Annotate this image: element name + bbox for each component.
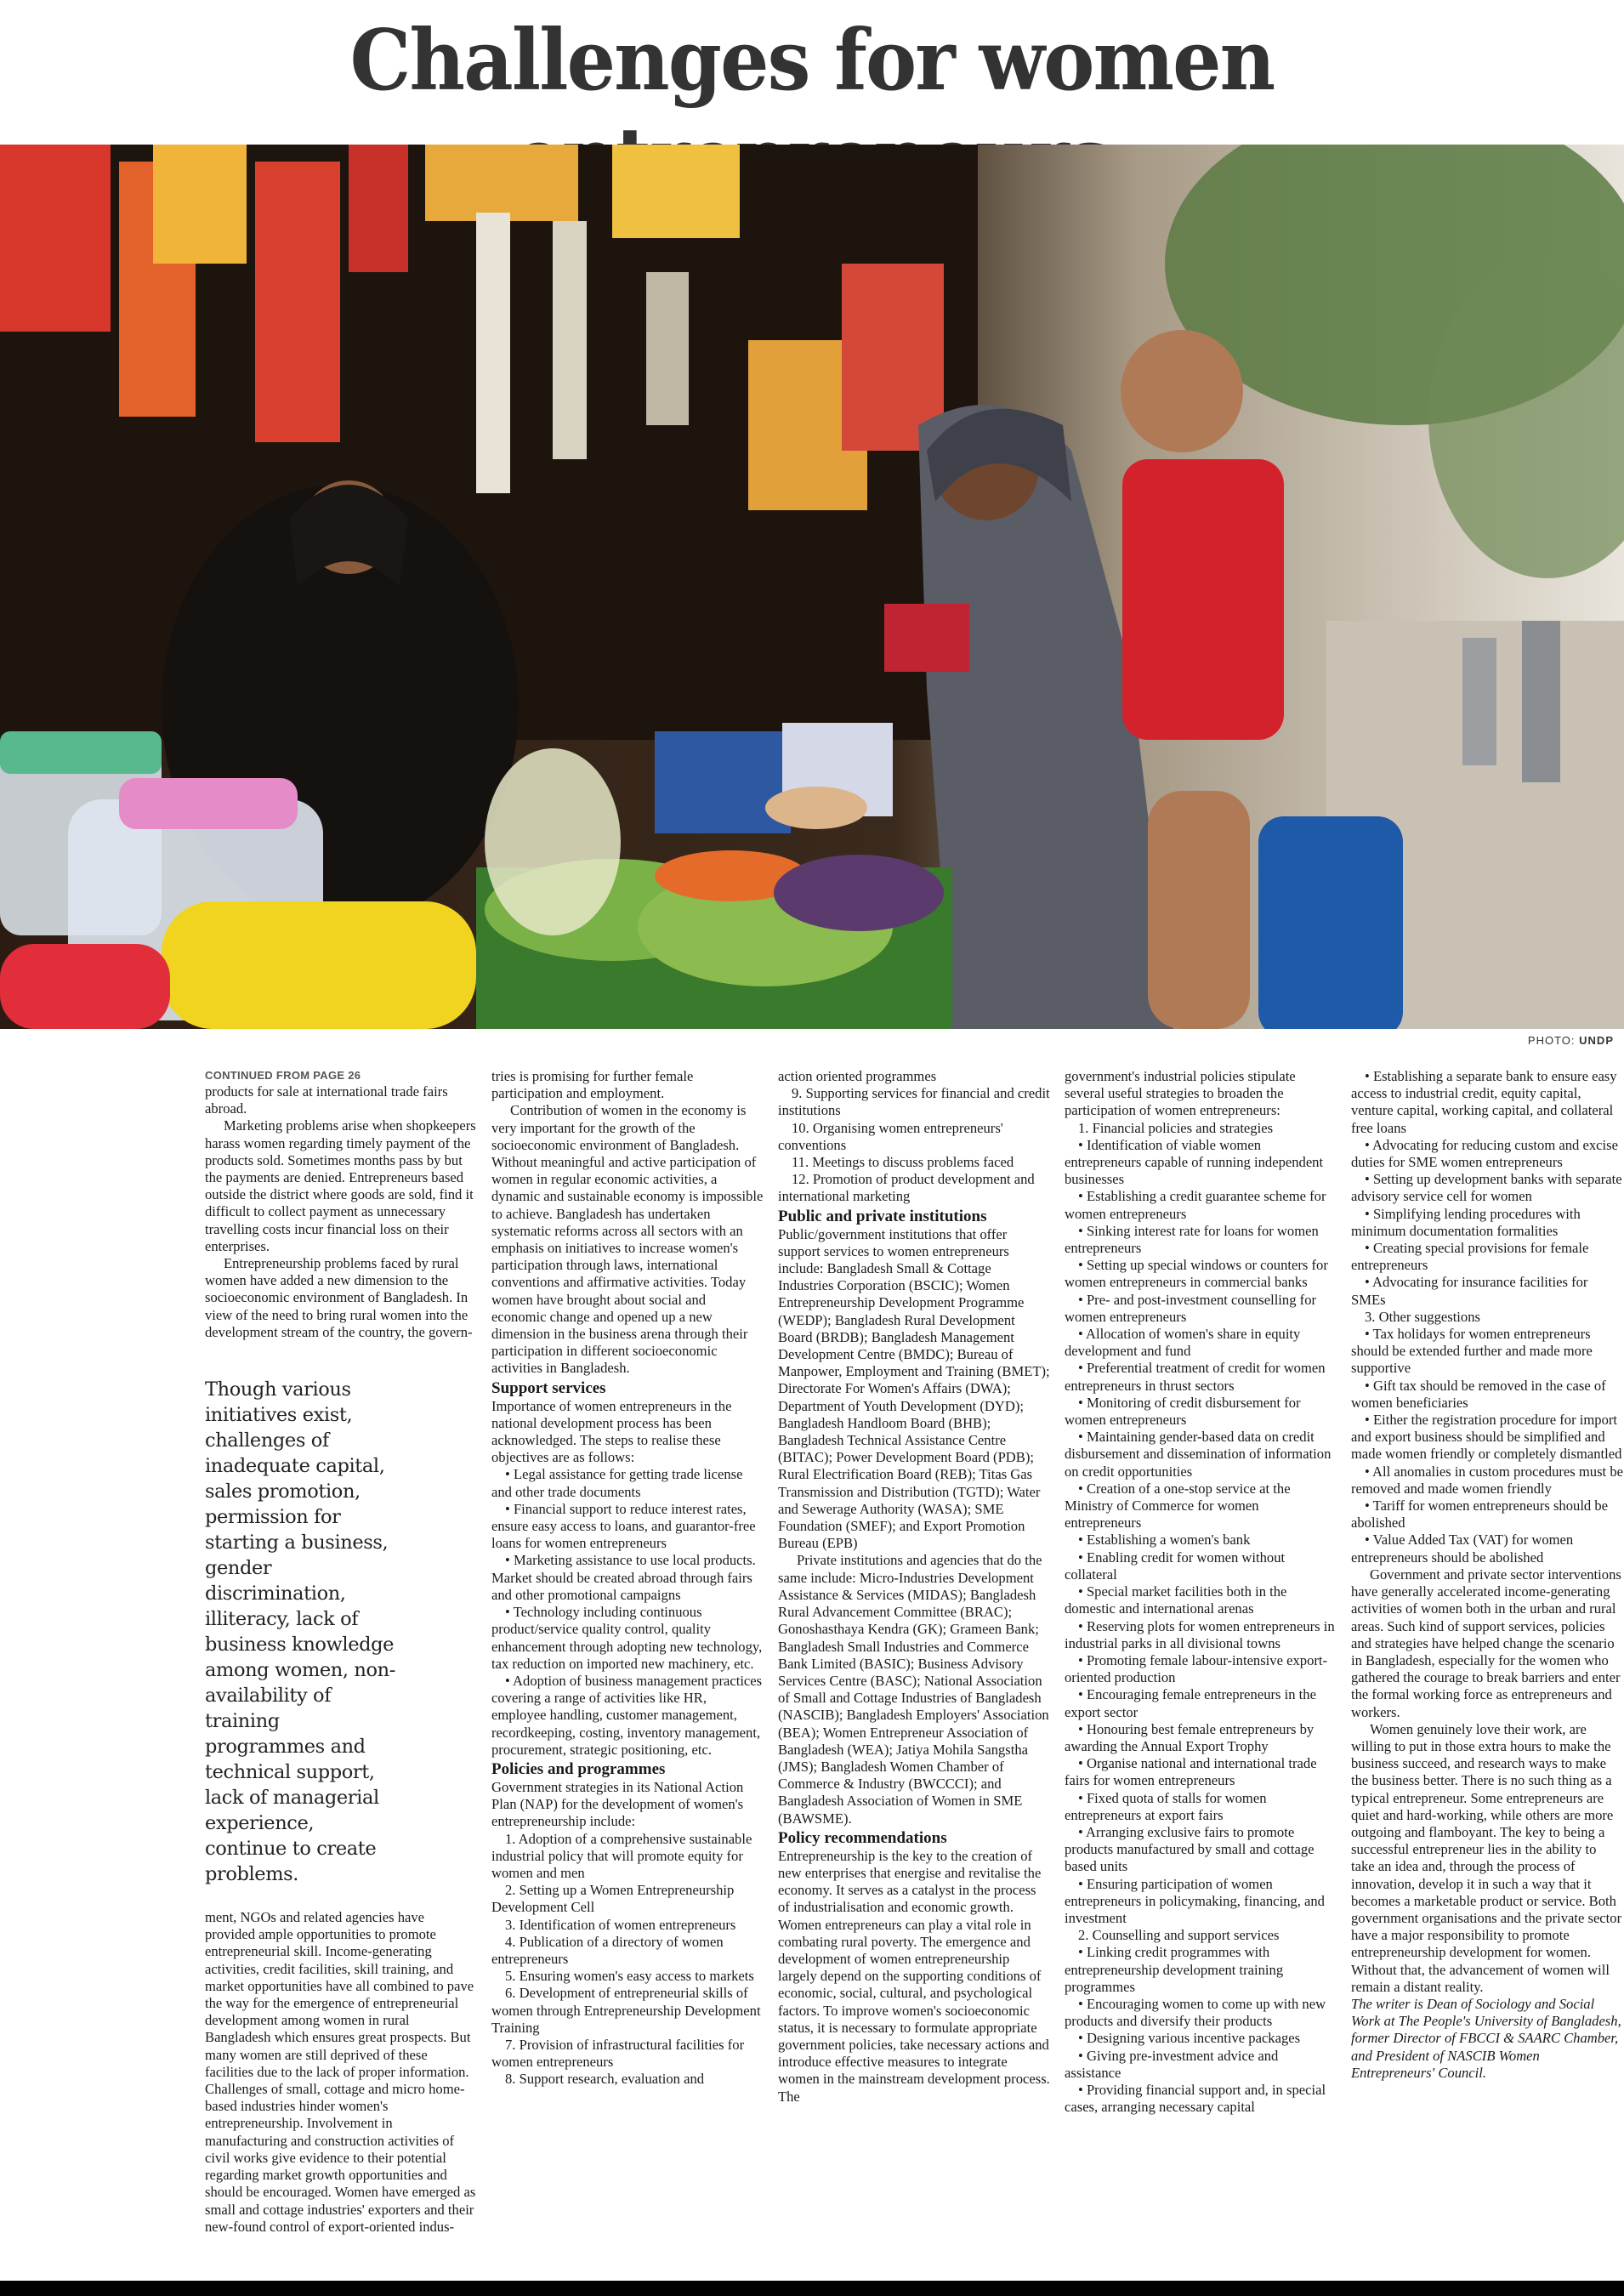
list-item: • Providing financial support and, in special cases, arranging necessary capital xyxy=(1065,2081,1326,2116)
list-item: 3. Identification of women entrepreneurs xyxy=(505,1916,736,1933)
paragraph: Private institutions and agencies that do the same include: Micro-Industries Development Assistance & Services (MIDAS); Bangladesh Rural Advancement Committee (BRAC); Gonoshasthaya Kendra (GK); Grameen Bank; Bangladesh Small Industries and Commerce Bank Limited (BASIC); Business Advisory Services Centre (BASC); National Association of Small and Cottage Industries of Bangladesh (NASCIB); Bangladesh Employers' Association (BEA); Women Entrepreneur Association of Bangladesh (WEA); Jatiya Mohila Sangstha (JMS); Bangladesh Women Chamber of Commerce & Industry (BWCCCI); and Bangladesh Association of Women in SME (BAWSME). xyxy=(778,1552,1049,1827)
list-item: • Advocating for reducing custom and excise duties for SME women entrepreneurs xyxy=(1351,1136,1618,1171)
list-item: • Establishing a separate bank to ensure easy access to industrial credit, equity capital, venture capital, working capital, and collateral free loans xyxy=(1351,1068,1617,1136)
list-item: • Setting up special windows or counters for women entrepreneurs in commercial banks xyxy=(1065,1257,1328,1291)
article-column-5 xyxy=(1351,1068,1623,2276)
list-item: 8. Support research, evaluation and xyxy=(505,2071,705,2088)
list-item: • Maintaining gender-based data on credit disbursement and dissemination of information on credit opportunities xyxy=(1065,1429,1332,1480)
list-item: • Encouraging women to come up with new products and diversify their products xyxy=(1065,1995,1326,2030)
list-item: • Advocating for insurance facilities for SMEs xyxy=(1351,1274,1588,1308)
list-item: • Designing various incentive packages xyxy=(1078,2030,1301,2047)
list-item: • Legal assistance for getting trade license and other trade documents xyxy=(491,1466,743,1500)
article-column-4 xyxy=(1065,1068,1337,2276)
list-item: 1. Adoption of a comprehensive sustainable industrial policy that will promote equity for women and men xyxy=(491,1830,752,1881)
photo-illustration xyxy=(0,145,1624,1029)
list-heading: 2. Counselling and support services xyxy=(1078,1927,1280,1944)
paragraph: products for sale at international trade fairs abroad. xyxy=(205,1083,448,1117)
list-item: • Pre- and post-investment counselling for women entrepreneurs xyxy=(1065,1291,1317,1325)
paragraph: Government strategies in its National Action Plan (NAP) for the development of women's entrepreneurship include: xyxy=(491,1778,744,1830)
list-item: • Organise national and international trade fairs for women entrepreneurs xyxy=(1065,1755,1317,1789)
paragraph: Government and private sector interventions have generally accelerated income-generating activities of women both in the urban and rural areas. Such kind of support services, policies and strategies have helped change the scenario in Bangladesh, especially for the women who gathered the courage to break barriers and enter the formal working force as entrepreneurs and workers. xyxy=(1351,1566,1621,1720)
article-column-3 xyxy=(778,1068,1050,2276)
section-heading-recommendations: Policy recommendations xyxy=(778,1828,947,1847)
list-item: 2. Setting up a Women Entrepreneurship Development Cell xyxy=(491,1882,735,1916)
list-item: 5. Ensuring women's easy access to markets xyxy=(505,1968,754,1985)
list-item: 7. Provision of infrastructural facilities for women entrepreneurs xyxy=(491,2036,745,2071)
list-item: • Enabling credit for women without collateral xyxy=(1065,1549,1286,1583)
list-item: • Adoption of business management practices covering a range of activities like HR, employee handling, customer management, recordkeeping, costing, inventory management, procurement, strategic positioning, etc. xyxy=(491,1672,763,1758)
list-item: • Linking credit programmes with entrepreneurship development training programmes xyxy=(1065,1944,1284,1995)
list-item: • Special market facilities both in the domestic and international arenas xyxy=(1065,1583,1287,1617)
list-item: • Identification of viable women entrepreneurs capable of running independent businesses xyxy=(1065,1136,1324,1188)
list-item: • Establishing a women's bank xyxy=(1078,1532,1251,1549)
author-byline: The writer is Dean of Sociology and Social Work at The People's University of Bangladesh, former Director of FBCCI & SAARC Chamber, and President of NASCIB Women Entrepreneurs' Council. xyxy=(1351,1995,1621,2081)
list-item: • Establishing a credit guarantee scheme for women entrepreneurs xyxy=(1065,1188,1326,1222)
paragraph: ment, NGOs and related agencies have provided ample opportunities to promote entrepreneurial skill. Income-generating activities, credit facilities, skill training, and market opportunities have all combined to pave the way for the emergence of entrepreneurial development among women in rural Bangladesh which ensures great prospects. But many women are still deprived of these facilities due to the lack of proper information. Challenges of small, cottage and micro home-based industries hinder women's entrepreneurship. Involvement in manufacturing and construction activities of civil works give evidence to their potential regarding market growth opportunities and should be encouraged. Women have emerged as small and cottage industries' exporters and their new-found control of export-oriented indus- xyxy=(205,1909,476,2235)
list-item: • Promoting female labour-intensive export-oriented production xyxy=(1065,1651,1328,1686)
paragraph: Public/government institutions that offer support services to women entrepreneurs include: Bangladesh Small & Cottage Industries Corporation (BSCIC); Women Entrepreneurship Development Programme (WEDP); Bangladesh Rural Development Board (BRDB); Bangladesh Management Development Centre (BMDC); Bureau of Manpower, Employment and Training (BMET); Directorate For Women's Affairs (DWA); Department of Youth Development (DYD); Bangladesh Handloom Board (BHB); Bangladesh Technical Assistance Centre (BITAC); Power Development Board (PDB); Rural Electrification Board (REB); Titas Gas Transmission and Distribution (TGTD); Water and Sewerage Authority (WASA); SME Foundation (SMEF); and Export Promotion Bureau (EPB) xyxy=(778,1225,1050,1552)
list-item: • Honouring best female entrepreneurs by awarding the Annual Export Trophy xyxy=(1065,1720,1315,1754)
section-heading-institutions: Public and private institutions xyxy=(778,1207,987,1225)
list-item: • Sinking interest rate for loans for women entrepreneurs xyxy=(1065,1222,1319,1257)
list-item: • Either the registration procedure for import and export business should be simplified and made women friendly or completely dismantled xyxy=(1351,1412,1622,1463)
list-item: • Tariff for women entrepreneurs should be abolished xyxy=(1351,1498,1609,1532)
list-heading: 1. Financial policies and strategies xyxy=(1078,1119,1274,1136)
paragraph: Entrepreneurship is the key to the creation of new enterprises that energise and revitalise the economy. It serves as a catalyst in the process of industrialisation and economic growth. Women entrepreneurs can play a vital role in combating rural poverty. The emergence and development of women entrepreneurship largely depend on the supporting conditions of economic, social, cultural, and psychological factors. To improve women's socioeconomic status, it is necessary to formulate appropriate government policies, take necessary actions and introduce effective measures to integrate women in the mainstream development process. The xyxy=(778,1847,1050,2105)
list-item: • Encouraging female entrepreneurs in the export sector xyxy=(1065,1686,1316,1720)
list-item: • Setting up development banks with separate advisory service cell for women xyxy=(1351,1171,1622,1205)
continued-kicker: CONTINUED FROM PAGE 26 xyxy=(205,1069,361,1082)
list-item: • Value Added Tax (VAT) for women entrepreneurs should be abolished xyxy=(1351,1532,1574,1566)
list-item: 9. Supporting services for financial and credit institutions xyxy=(778,1085,1050,1119)
list-item: • Creating special provisions for female entrepreneurs xyxy=(1351,1240,1589,1274)
list-item: • Arranging exclusive fairs to promote products manufactured by small and cottage based units xyxy=(1065,1823,1315,1875)
list-item: • Creation of a one-stop service at the Ministry of Commerce for women entrepreneurs xyxy=(1065,1480,1291,1532)
list-item: • All anomalies in custom procedures must be removed and made women friendly xyxy=(1351,1463,1623,1497)
section-heading-support-services: Support services xyxy=(491,1378,606,1397)
article-column-1 xyxy=(205,1068,477,2276)
list-item: 4. Publication of a directory of women entrepreneurs xyxy=(491,1933,724,1967)
list-item: 12. Promotion of product development and international marketing xyxy=(778,1171,1035,1205)
list-heading: 3. Other suggestions xyxy=(1365,1308,1480,1325)
section-heading-policies: Policies and programmes xyxy=(491,1759,666,1778)
list-item: • Allocation of women's share in equity development and fund xyxy=(1065,1326,1301,1360)
article-column-2 xyxy=(491,1068,764,2276)
list-item: • Preferential treatment of credit for women entrepreneurs in thrust sectors xyxy=(1065,1360,1326,1394)
paragraph: tries is promising for further female participation and employment. xyxy=(491,1068,694,1102)
list-item: • Tax holidays for women entrepreneurs should be extended further and made more supportive xyxy=(1351,1326,1593,1377)
paragraph: Contribution of women in the economy is very important for the growth of the socioeconomic environment of Bangladesh. Without meaningful and active participation of women in regular economic activities, a dynamic and sustainable economy is impossible to achieve. Bangladesh has undertaken systematic reforms across all sectors with an emphasis on initiatives to increase women's participation through laws, international conventions and affirmative activities. Today women have brought about social and economic change and opened up a new dimension in the business arena through their participation in different socioeconomic activities in Bangladesh. xyxy=(491,1102,764,1377)
market-stall-photo xyxy=(0,145,1624,1029)
list-item: 11. Meetings to discuss problems faced xyxy=(792,1154,1014,1171)
list-item: • Ensuring participation of women entrepreneurs in policymaking, financing, and investment xyxy=(1065,1875,1325,1926)
headline: Challenges for women xyxy=(349,12,1275,110)
list-item: • Simplifying lending procedures with minimum documentation formalities xyxy=(1351,1205,1581,1239)
paragraph: Importance of women entrepreneurs in the national development process has been acknowledged. The steps to realise these objectives are as follows: xyxy=(491,1397,732,1466)
page-bottom-bar xyxy=(0,2281,1624,2296)
paragraph: Entrepreneurship problems faced by rural women have added a new dimension to the socioeconomic environment of Bangladesh. In view of the need to bring rural women into the development stream of the country, the govern- xyxy=(205,1255,473,1340)
list-item: • Financial support to reduce interest rates, ensure easy access to loans, and guarantor-free loans for women entrepreneurs xyxy=(491,1500,756,1552)
list-item: • Technology including continuous product/service quality control, quality enhancement through adopting new technology, tax reduction on imported new machinery, etc. xyxy=(491,1604,763,1672)
list-item: • Reserving plots for women entrepreneurs in industrial parks in all divisional towns xyxy=(1065,1617,1335,1651)
list-item: • Marketing assistance to use local products. Market should be created abroad through fairs and other promotional campaigns xyxy=(491,1552,756,1603)
list-item: • Fixed quota of stalls for women entrepreneurs at export fairs xyxy=(1065,1789,1267,1823)
paragraph: action oriented programmes xyxy=(778,1068,937,1084)
photo-credit: PHOTO: UNDP xyxy=(1527,1034,1614,1047)
list-item: • Monitoring of credit disbursement for women entrepreneurs xyxy=(1065,1394,1301,1429)
list-item: • Gift tax should be removed in the case of women beneficiaries xyxy=(1351,1377,1606,1411)
list-item: 6. Development of entrepreneurial skills of women through Entrepreneurship Development Training xyxy=(491,1985,761,2036)
list-item: • Giving pre-investment advice and assistance xyxy=(1065,2047,1279,2081)
paragraph: government's industrial policies stipulate several useful strategies to broaden the participation of women entrepreneurs: xyxy=(1065,1068,1296,1119)
list-item: 10. Organising women entrepreneurs' conventions xyxy=(778,1119,1003,1153)
paragraph: Women genuinely love their work, are willing to put in those extra hours to make the business succeed, and research ways to make the business better. There is no such thing as a typical entrepreneur. Some entrepreneurs are quiet and hard-working, while others are more outgoing and flamboyant. The key to being a successful entrepreneur lies in the ability to take an idea and, through the process of innovation, develop it in such a way that it becomes a marketable product or service. Both government organisations and the private sector have a major responsibility to promote entrepreneurship development for women. Without that, the advancement of women will remain a distant reality. xyxy=(1351,1720,1622,1995)
paragraph: Marketing problems arise when shopkeepers harass women regarding timely payment of the products sold. Sometimes months pass by but the payments are denied. Entrepreneurs based outside the district where goods are sold, find it difficult to collect payment as unnecessary travelling costs incur financial loss on their enterprises. xyxy=(205,1117,476,1254)
pull-quote: Though various initiatives exist, challenges of inadequate capital, sales promotion, permission for starting a business, gender discrimination, illiteracy, lack of business knowledge among women, non-availability of training programmes and technical support, lack of managerial experience, continue to create problems. xyxy=(205,1378,395,1886)
